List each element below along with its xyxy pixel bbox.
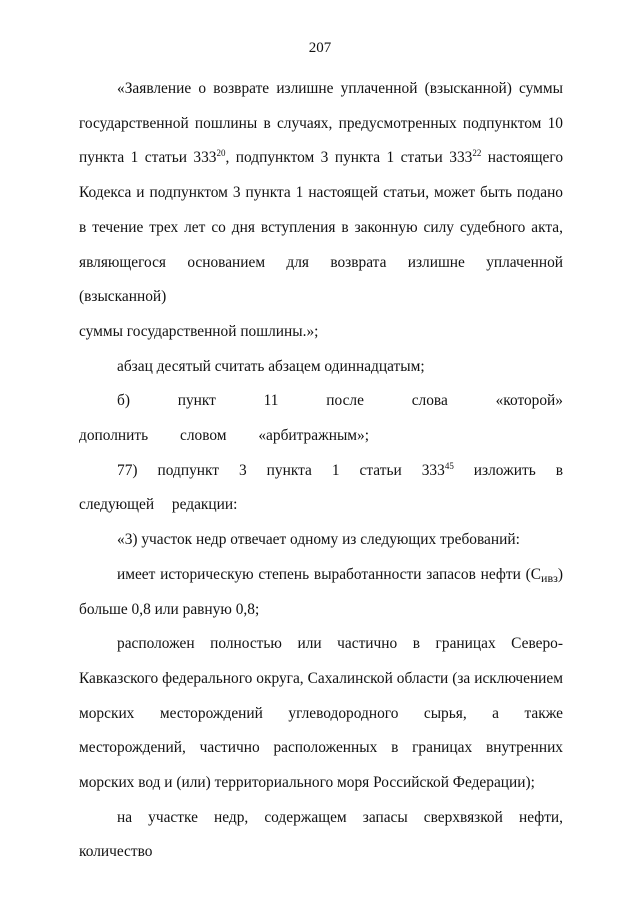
text-line: «Заявление о возврате излишне уплаченной (взысканной) суммы	[117, 80, 563, 97]
text-line: Кодекса и подпунктом 3 пункта 1 настоящей статьи, может быть подано	[79, 184, 563, 202]
subscript: ивз	[541, 570, 558, 585]
page-number: 207	[308, 40, 332, 56]
paragraph-punkt-11: б) пункт 11 после слова «которой» дополнить словом «арбитражным»;	[79, 392, 563, 445]
text-line: суммы государственной пошлины.»;	[79, 322, 319, 340]
paragraph-refund-statement	[79, 72, 563, 350]
text-line: в течение трех лет со дня вступления в законную силу судебного акта,	[79, 218, 563, 236]
paragraph-depletion: имеет историческую степень выработанности запасов нефти $(С_{ивз})$ больше 0,8 или равную 0,8;	[79, 565, 563, 618]
paragraph-viscous-oil: на участке недр, содержащем запасы сверхвязкой нефти, количество	[79, 808, 563, 861]
paragraph-item-3: «3) участок недр отвечает одному из следующих требований:	[117, 531, 520, 549]
text-line: государственной пошлины в случаях, предусмотренных подпунктом 10	[79, 114, 563, 132]
superscript: 45	[444, 460, 454, 471]
text-line: являющегося основанием для возврата излишне уплаченной (взысканной)	[79, 253, 563, 306]
text-line: пункта 1 статьи $333^{20}$, подпунктом 3 пункта 1 статьи $333^{22}$ настоящего	[79, 148, 564, 167]
superscript: 22	[472, 148, 482, 159]
paragraph-location: расположен полностью или частично в границах Северо-Кавказского федерального округа, Сахалинской области (за исключением морских месторождений углеводородного сырья, а также месторождений, частично расположенных в границах внутренних морских вод и (или) территориального моря Российской Федерации);	[79, 635, 563, 792]
superscript: 20	[216, 148, 226, 159]
document-body	[79, 72, 563, 870]
paragraph-77: 77) подпункт 3 пункта 1 статьи $333^{45}$ изложить в следующей редакции:	[79, 460, 563, 514]
paragraph-abzac: абзац десятый считать абзацем одиннадцатым;	[117, 357, 425, 375]
